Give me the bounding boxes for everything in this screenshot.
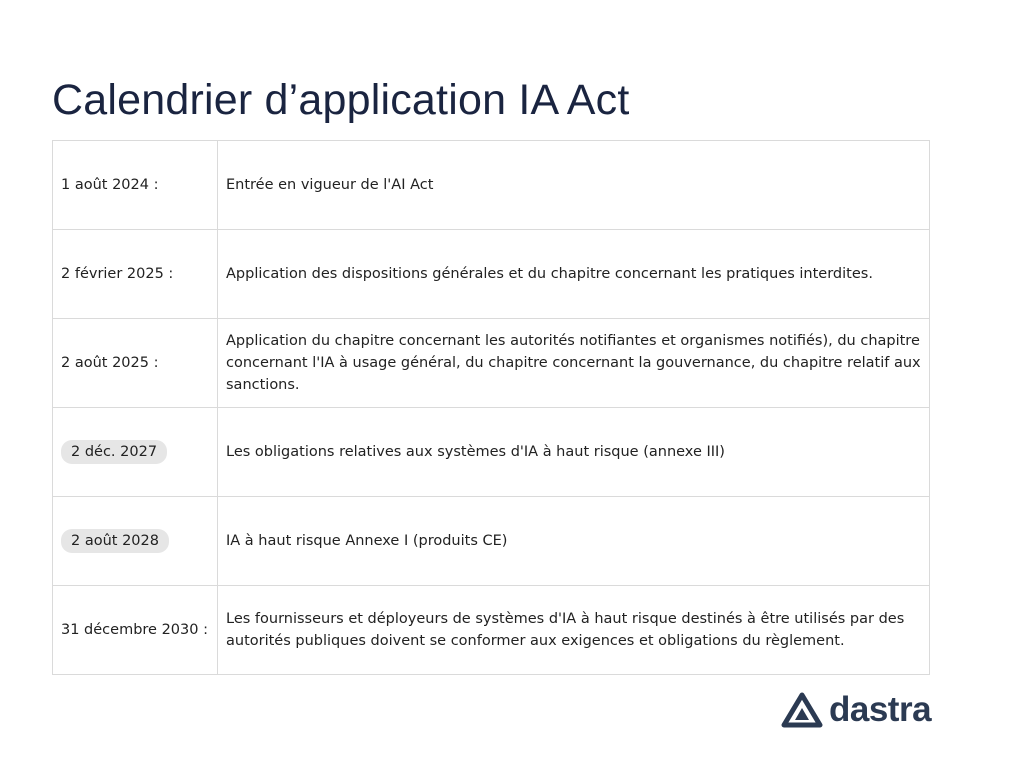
timeline-table <box>52 140 930 675</box>
triangle-logo-icon <box>781 692 823 728</box>
date-cell: 2 août 2025 : <box>53 319 218 408</box>
table-row <box>53 497 930 586</box>
description-cell: Application des dispositions générales et du chapitre concernant les pratiques interdites. <box>218 230 930 319</box>
table-row <box>53 141 930 230</box>
table-row <box>53 230 930 319</box>
date-cell <box>53 497 218 586</box>
table-row <box>53 319 930 408</box>
description-cell: Application du chapitre concernant les autorités notifiantes et organismes notifiés), du chapitre concernant l'IA à usage général, du chapitre concernant la gouvernance, du chapitre relatif aux sanctions. <box>218 319 930 408</box>
date-cell <box>53 408 218 497</box>
page-title: Calendrier d’application IA Act <box>52 76 630 124</box>
dastra-logo <box>781 690 931 730</box>
description-cell: Les fournisseurs et déployeurs de systèmes d'IA à haut risque destinés à être utilisés par des autorités publiques doivent se conformer aux exigences et obligations du règlement. <box>218 586 930 675</box>
logo-text: dastra <box>829 690 932 729</box>
description-cell: IA à haut risque Annexe I (produits CE) <box>218 497 930 586</box>
table-row <box>53 586 930 675</box>
date-cell: 1 août 2024 : <box>53 141 218 230</box>
description-cell: Entrée en vigueur de l'AI Act <box>218 141 930 230</box>
date-badge: 2 août 2028 <box>61 529 169 553</box>
date-badge: 2 déc. 2027 <box>61 440 167 464</box>
date-cell: 2 février 2025 : <box>53 230 218 319</box>
table-row <box>53 408 930 497</box>
date-cell: 31 décembre 2030 : <box>53 586 218 675</box>
description-cell: Les obligations relatives aux systèmes d'IA à haut risque (annexe III) <box>218 408 930 497</box>
